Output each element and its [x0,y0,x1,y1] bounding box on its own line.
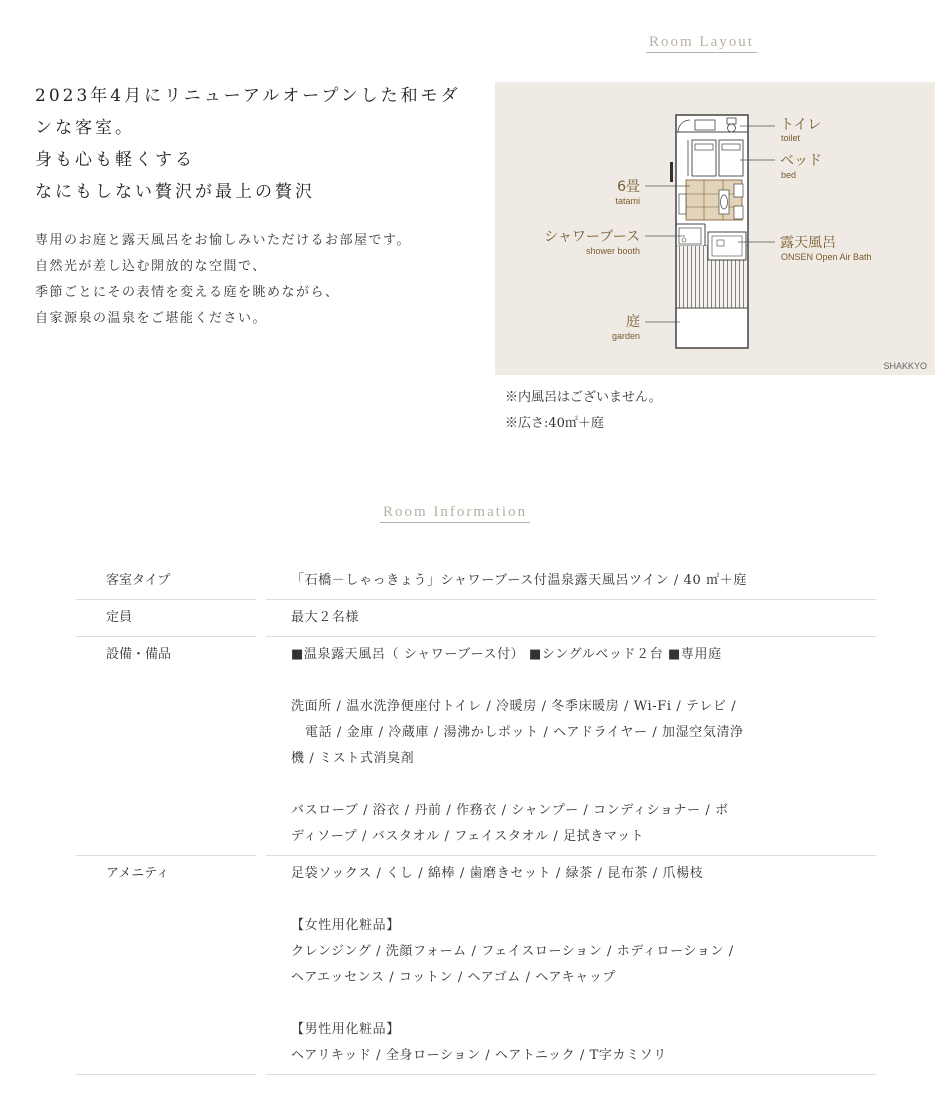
room-info-table [76,563,876,1075]
table-row [76,563,876,600]
table-row [76,856,876,1075]
garden-label: 庭 [626,314,640,330]
toilet-label-en: toilet [781,133,801,143]
linen-list-line: ディソープ / バスタオル / フェイスタオル / 足拭きマット [291,829,645,844]
equipment-list-line: 機 / ミスト式消臭剤 [291,751,415,766]
equipment-main: ■温泉露天風呂（ シャワーブース付） ■シングルベッド２台 ■専用庭 [291,647,722,662]
linen-list-line: バスローブ / 浴衣 / 丹前 / 作務衣 / シャンプー / コンディショナー / ボ [291,803,729,818]
floor-plan [495,82,935,375]
onsen-label: 露天風呂 [780,235,836,251]
bed-label: ベッド [780,153,822,169]
table-row [76,637,876,856]
bed-2 [719,140,743,176]
shower-label: シャワーブース [544,229,640,245]
description-line: 自然光が差し込む開放的な空間で、 [35,259,267,274]
room-information-heading: Room Information [380,503,530,523]
toilet-label: トイレ [780,117,822,133]
equipment-label: 設備・備品 [76,637,256,856]
equipment-list-line: 電話 / 金庫 / 冷蔵庫 / 湯沸かしポット / ヘアドライヤー / 加湿空気清浄 [305,725,744,740]
men-cosmetics-line: ヘアリキッド / 全身ローション / ヘアトニック / T字カミソリ [291,1048,667,1063]
garden-label-en: garden [611,331,640,341]
room-type-label: 客室タイプ [76,563,256,600]
floor-plan-drawing [495,82,935,375]
note-no-bath: ※内風呂はございません。 [505,390,662,405]
women-cosmetics-heading: 【女性用化粧品】 [291,918,400,933]
amenity-value [266,856,876,1075]
brand-label: SHAKKYO [883,361,927,371]
description-line: 自家源泉の温泉をご堪能ください。 [35,311,268,326]
catch-line: 2023年4月にリニューアルオープンした和モダ [35,86,461,106]
catch-line: ンな客室。 [35,118,135,138]
tatami-label-en: tatami [615,196,640,206]
shower-label-en: shower booth [585,246,640,256]
description-line: 季節ごとにその表情を変える庭を眺めながら、 [35,285,340,300]
amenity-main: 足袋ソックス / くし / 綿棒 / 歯磨きセット / 緑茶 / 昆布茶 / 爪楊枝 [291,866,704,881]
catch-line: なにもしない贅沢が最上の贅沢 [35,182,315,202]
bed-1 [692,140,716,176]
room-type-value: 「石橋－しゃっきょう」シャワーブース付温泉露天風呂ツイン / 40 ㎡＋庭 [266,563,876,600]
note-area: ※広さ:40㎡＋庭 [505,416,604,431]
tatami-label: 6畳 [617,179,640,195]
bed-label-en: bed [781,170,797,180]
description-line: 専用のお庭と露天風呂をお愉しみいただけるお部屋です。 [35,233,411,248]
equipment-list-line: 洗面所 / 温水洗浄便座付トイレ / 冷暖房 / 冬季床暖房 / Wi-Fi / テレビ / [291,699,737,714]
tatami-area [686,180,742,220]
amenity-label: アメニティ [76,856,256,1075]
capacity-label: 定員 [76,600,256,637]
men-cosmetics-heading: 【男性用化粧品】 [291,1022,400,1037]
capacity-value: 最大２名様 [266,600,876,637]
equipment-value [266,637,876,856]
onsen-label-en: ONSEN Open Air Bath [781,252,872,262]
room-layout-heading: Room Layout [646,33,757,53]
table-row [76,600,876,637]
catch-copy [35,80,485,208]
layout-notes [505,385,662,437]
women-cosmetics-line: ヘアエッセンス / コットン / ヘアゴム / ヘアキャップ [291,970,617,985]
women-cosmetics-line: クレンジング / 洗顔フォーム / フェイスローション / ホディローション / [291,944,734,959]
catch-line: 身も心も軽くする [35,150,195,170]
garden-area [677,309,747,347]
room-description [35,228,485,332]
